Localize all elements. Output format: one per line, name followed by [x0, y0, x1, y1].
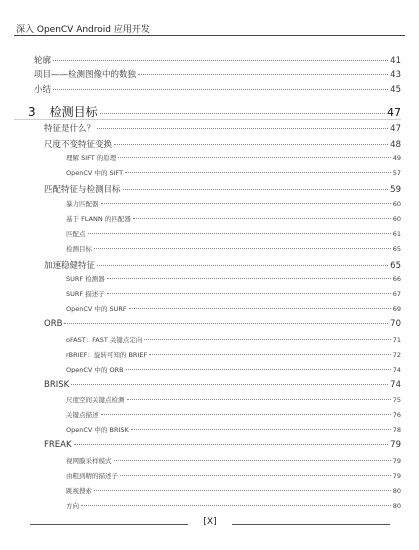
toc-section-label: BRISK: [44, 379, 70, 390]
toc-subsection: [66, 501, 401, 510]
toc-entry-label: 轮廓: [34, 56, 52, 66]
dot-leader: [53, 60, 388, 61]
dot-leader: [125, 172, 391, 173]
toc-subsection-label: 暴力匹配器: [66, 199, 99, 208]
dot-leader: [114, 144, 388, 145]
toc-subsection: [66, 425, 401, 434]
chapter-heading-page: 47: [387, 106, 401, 119]
toc-subsection: [66, 274, 401, 283]
dot-leader: [129, 308, 391, 309]
toc-section: [44, 183, 401, 195]
toc-subsection-label: OpenCV 中的 BRISK: [66, 426, 129, 434]
dot-leader: [127, 399, 391, 400]
dot-leader: [114, 460, 391, 461]
chapter-heading-label: 检测目标: [49, 105, 98, 119]
toc-subsection: [66, 365, 401, 374]
toc-section: [44, 122, 401, 134]
dot-leader: [97, 128, 388, 129]
toc-subsection-label: 理解 SIFT 的原理: [66, 154, 117, 162]
toc-subsection: [66, 486, 401, 495]
toc-subsection-label: 匹配点: [66, 229, 86, 238]
dot-leader: [118, 157, 390, 158]
toc-subsection: [66, 350, 401, 359]
toc-subsection-page: 78: [392, 426, 401, 434]
dot-leader: [97, 265, 388, 266]
toc-subsection-label: 视网膜采样模式: [66, 456, 112, 465]
toc-subsection-page: 49: [392, 154, 401, 162]
toc-section-label: ORB: [44, 319, 63, 329]
toc-subsection-label: OpenCV 中的 SURF: [66, 305, 127, 313]
toc-entry-label: 小结: [34, 85, 52, 95]
toc-subsection-page: 65: [392, 244, 401, 253]
toc-subsection: [66, 335, 401, 344]
toc-subsection-page: 66: [392, 275, 401, 283]
dot-leader: [144, 339, 390, 340]
toc-subsection-page: 75: [392, 396, 401, 404]
toc-entry: [34, 54, 401, 66]
toc-subsection-label: 跳视搜索: [66, 486, 92, 495]
toc-subsection-label: OpenCV 中的 ORB: [66, 365, 124, 374]
toc-section-page: 79: [390, 440, 401, 450]
dot-leader: [100, 113, 385, 114]
toc-subsection: [66, 214, 401, 223]
dot-leader: [126, 369, 391, 370]
toc-section-label: 加速稳健特征: [44, 260, 96, 271]
toc-subsection: [66, 244, 401, 253]
toc-section: [44, 319, 401, 329]
toc-subsection-label: 检测目标: [66, 244, 92, 253]
toc-subsection-label: 尺度空间关键点检测: [66, 396, 125, 404]
toc-entry-page: 43: [390, 70, 401, 80]
page-number: [X]: [203, 517, 217, 527]
toc-subsection: [66, 229, 401, 238]
toc-section-label: 匹配特征与检测目标: [44, 185, 121, 195]
dot-leader: [94, 248, 391, 249]
toc-entry-page: 41: [390, 56, 401, 66]
toc-subsection-page: 72: [392, 350, 401, 359]
toc-subsection-label: 方向: [66, 501, 79, 510]
toc-subsection-label: 基于 FLANN 的匹配器: [66, 214, 131, 223]
toc-section-page: 48: [390, 139, 401, 150]
toc-subsection-label: OpenCV 中的 SIFT: [66, 169, 124, 177]
dot-leader: [133, 218, 391, 219]
toc-section: [44, 380, 401, 390]
toc-section-page: 47: [390, 124, 401, 134]
toc-subsection-page: 79: [392, 456, 401, 465]
dot-leader: [101, 414, 391, 415]
footer-rule-right: [232, 524, 390, 525]
toc-subsection-label: 关键点描述: [66, 411, 99, 419]
chapter-number: 3: [28, 105, 36, 119]
dot-leader: [123, 189, 389, 190]
dot-leader: [94, 490, 391, 491]
toc-subsection: [66, 456, 401, 465]
toc-subsection-page: 71: [392, 335, 401, 344]
toc-subsection: [66, 304, 401, 313]
dot-leader: [88, 233, 391, 234]
toc-subsection-page: 69: [392, 305, 401, 313]
toc-subsection-page: 76: [392, 411, 401, 419]
dot-leader: [74, 444, 389, 445]
toc-section: [44, 138, 401, 150]
dot-leader: [64, 323, 388, 324]
toc-subsection-label: SURF 检测器: [66, 275, 105, 283]
toc-subsection-page: 57: [392, 169, 401, 177]
dot-leader: [107, 293, 391, 294]
toc-subsection-page: 80: [392, 486, 401, 495]
toc-section-label: 尺度不变特征变换: [44, 139, 113, 150]
toc-subsection-page: 74: [392, 365, 401, 374]
toc-section: [44, 440, 401, 450]
toc-section-page: 74: [390, 379, 401, 390]
dot-leader: [120, 475, 391, 476]
chapter-rule: [14, 119, 401, 120]
toc-subsection-page: 60: [392, 214, 401, 223]
toc-entry: [34, 83, 401, 95]
toc-entry: [34, 68, 401, 80]
toc-subsection-label: oFAST：FAST 关键点定向: [66, 335, 143, 344]
footer-rule-left: [30, 524, 188, 525]
dot-leader: [149, 354, 391, 355]
toc-subsection: [66, 289, 401, 298]
dot-leader: [107, 278, 391, 279]
dot-leader: [101, 203, 391, 204]
toc-subsection-page: 79: [392, 471, 401, 480]
dot-leader: [53, 89, 388, 90]
toc-subsection: [66, 168, 401, 177]
header-rule: [14, 35, 405, 36]
toc-section-page: 59: [390, 185, 401, 195]
toc-subsection-page: 80: [392, 501, 401, 510]
toc-section: [44, 259, 401, 271]
toc-section-label: 特征是什么？: [44, 124, 96, 134]
toc-section-label: FREAK: [44, 440, 72, 450]
toc-section-page: 70: [390, 319, 401, 329]
toc-subsection-page: 60: [392, 199, 401, 208]
toc-subsection-page: 67: [392, 290, 401, 298]
toc-subsection-label: SURF 描述子: [66, 290, 105, 298]
dot-leader: [71, 384, 388, 385]
toc-section-page: 65: [390, 260, 401, 271]
toc-subsection-page: 61: [392, 229, 401, 238]
toc-subsection: [66, 471, 401, 480]
toc-entry-label: 项目——检测图像中的数独: [34, 70, 137, 80]
toc-subsection: [66, 199, 401, 208]
toc-entry-page: 45: [390, 85, 401, 95]
dot-leader: [131, 429, 391, 430]
toc-subsection-label: 由粗到精的描述子: [66, 471, 118, 480]
running-header: 深入 OpenCV Android 应用开发: [16, 25, 150, 35]
dot-leader: [138, 74, 388, 75]
dot-leader: [81, 505, 391, 506]
toc-subsection: [66, 395, 401, 404]
chapter-heading: [28, 103, 401, 120]
toc-subsection-label: rBRIEF：旋转可知的 BRIEF: [66, 350, 148, 359]
toc-subsection: [66, 410, 401, 419]
toc-subsection: [66, 153, 401, 162]
